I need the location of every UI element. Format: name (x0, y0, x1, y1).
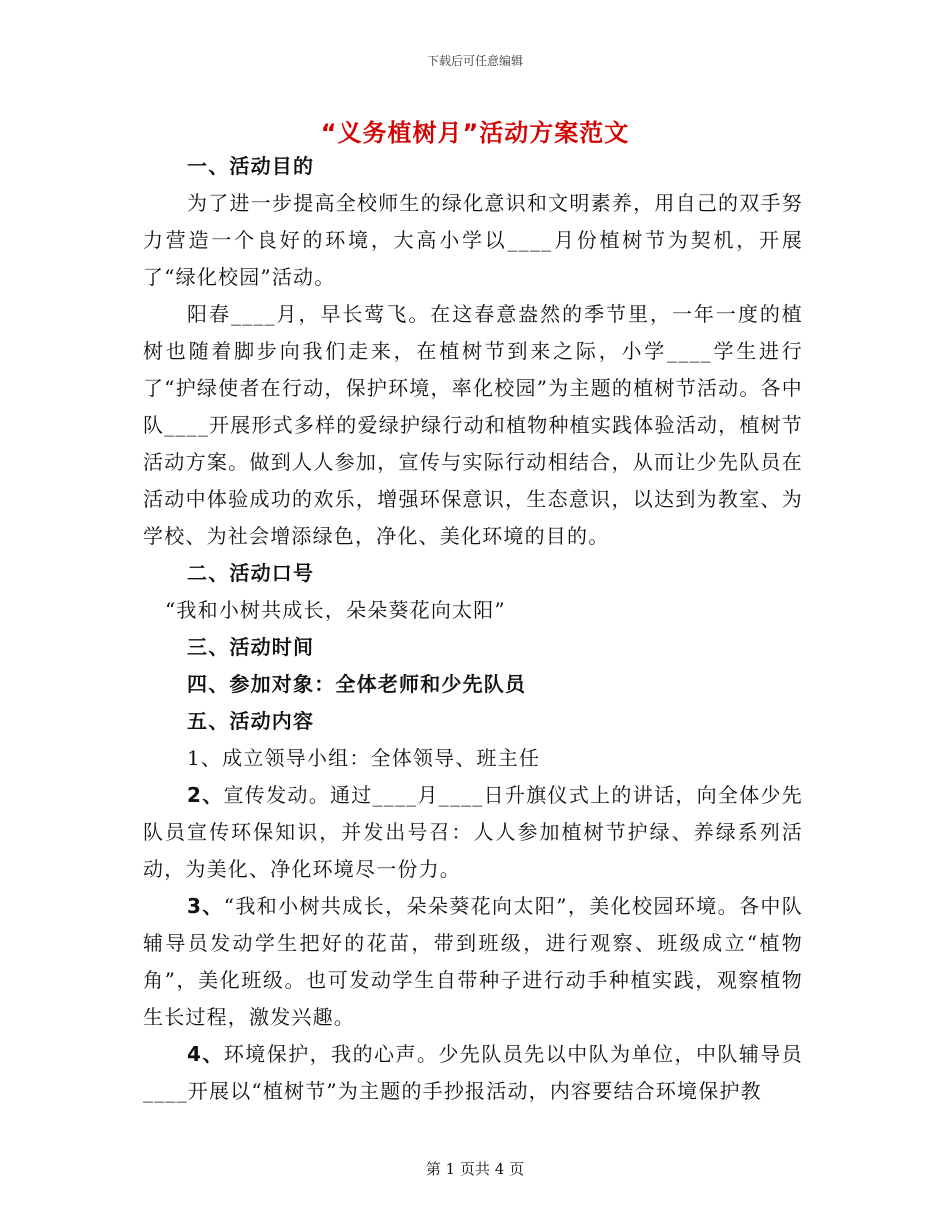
list-item (143, 1036, 803, 1110)
list-item-number: 2、 (187, 783, 224, 807)
paragraph: 为了进一步提高全校师生的绿化意识和文明素养，用自己的双手努力营造一个良好的环境，大高小学以____月份植树节为契机，开展了“绿化校园”活动。 (143, 191, 803, 289)
section-heading-4: 四、参加对象：全体老师和少先队员 (187, 672, 527, 696)
page-footer: 第 1 页共 4 页 (425, 1160, 525, 1178)
list-item-text: “我和小树共成长，朵朵葵花向太阳”，美化校园环境。各中队辅导员发动学生把好的花苗，带到班级，进行观察、班级成立“植物角”，美化班级。也可发动学生自带种子进行动手种植实践，观察植物生长过程，激发兴趣。 (143, 894, 803, 1029)
section-heading-2: 二、活动口号 (187, 561, 315, 585)
document-title: “义务植树月”活动方案范文 (320, 119, 630, 147)
section-heading-3: 三、活动时间 (187, 635, 315, 659)
section-heading-1: 一、活动目的 (187, 154, 315, 178)
list-item: 1、成立领导小组：全体领导、班主任 (187, 746, 541, 770)
section-heading-5: 五、活动内容 (187, 709, 315, 733)
page-header: 下载后可任意编辑 (426, 54, 523, 68)
paragraph: 阳春____月，早长莺飞。在这春意盎然的季节里，一年一度的植树也随着脚步向我们走来，在植树节到来之际，小学____学生进行了“护绿使者在行动，保护环境，率化校园”为主题的植树节活动。各中队____开展形式多样的爱绿护绿行动和植物种植实践体验活动，植树节活动方案。做到人人参加，宣传与实际行动相结合，从而让少先队员在活动中体验成功的欢乐，增强环保意识，生态意识，以达到为教室、为学校、为社会增添绿色，净化、美化环境的目的。 (143, 302, 803, 548)
list-item-text: 宣传发动。通过____月____日升旗仪式上的讲话，向全体少先队员宣传环保知识，并发出号召：人人参加植树节护绿、养绿系列活动，为美化、净化环境尽一份力。 (143, 783, 803, 881)
slogan: “我和小树共成长，朵朵葵花向太阳” (165, 598, 506, 622)
list-item-number: 4、 (187, 1042, 224, 1066)
list-item-text: 环境保护，我的心声。少先队员先以中队为单位，中队辅导员____开展以“植树节”为主题的手抄报活动，内容要结合环境保护教 (143, 1042, 803, 1103)
list-item (143, 777, 803, 888)
list-item (143, 888, 803, 1036)
list-item-number: 3、 (187, 894, 224, 918)
document-body (143, 148, 803, 1110)
